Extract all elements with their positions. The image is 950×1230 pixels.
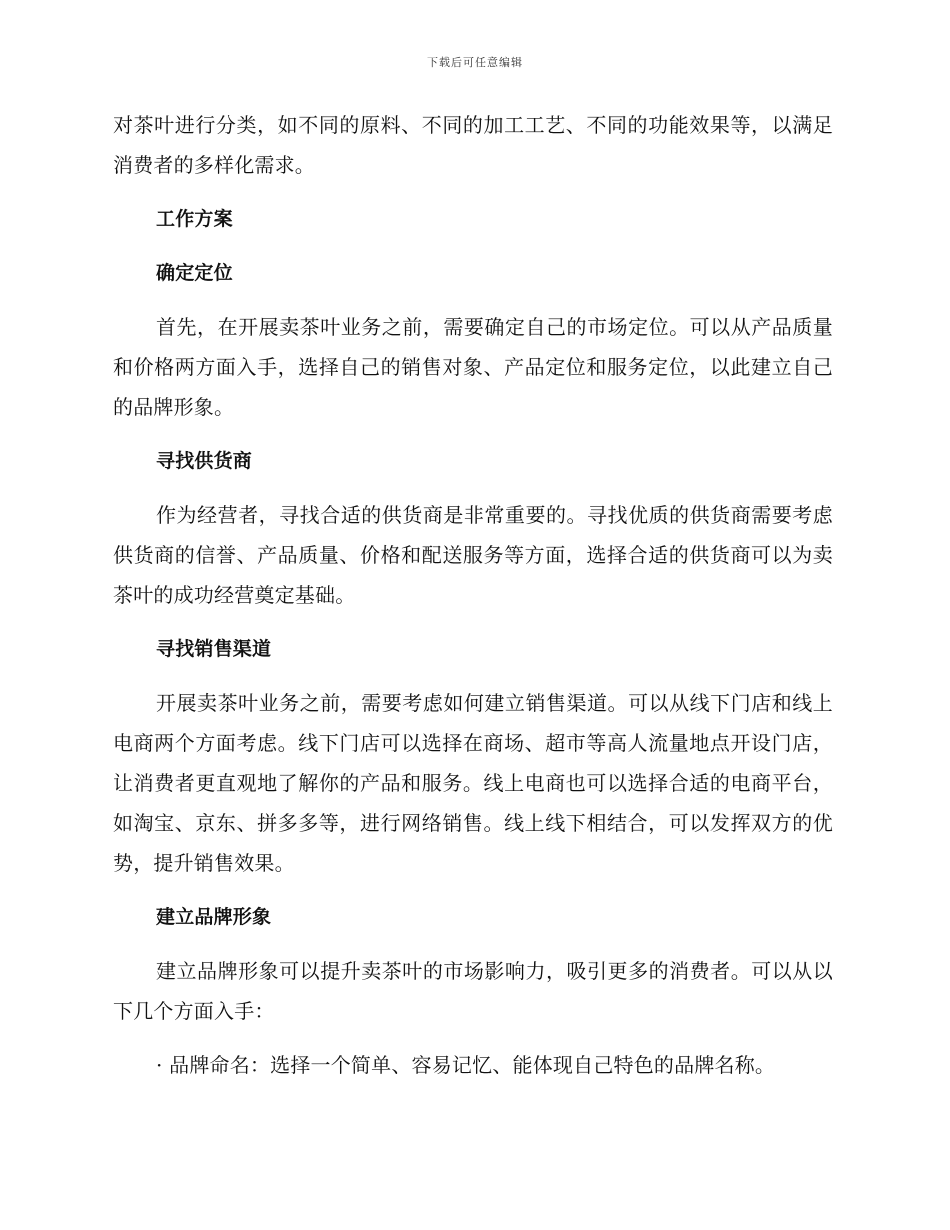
bullet-brand-naming: · 品牌命名：选择一个简单、容易记忆、能体现自己特色的品牌名称。 bbox=[156, 1053, 776, 1077]
heading-positioning: 确定定位 bbox=[156, 262, 233, 284]
document-body bbox=[113, 105, 833, 1085]
heading-supplier: 寻找供货商 bbox=[156, 450, 253, 472]
paragraph-positioning: 首先，在开展卖茶叶业务之前，需要确定自己的市场定位。可以从产品质量和价格两方面入手，选择自己的销售对象、产品定位和服务定位，以此建立自己的品牌形象。 bbox=[113, 315, 833, 419]
heading-sales-channels: 寻找销售渠道 bbox=[156, 638, 272, 660]
paragraph-sales-channels: 开展卖茶叶业务之前，需要考虑如何建立销售渠道。可以从线下门店和线上电商两个方面考虑。线下门店可以选择在商场、超市等高人流量地点开设门店，让消费者更直观地了解你的产品和服务。线上电商也可以选择合适的电商平台，如淘宝、京东、拼多多等，进行网络销售。线上线下相结合，可以发挥双方的优势，提升销售效果。 bbox=[113, 691, 833, 875]
heading-brand-image: 建立品牌形象 bbox=[156, 906, 272, 928]
paragraph-brand-image: 建立品牌形象可以提升卖茶叶的市场影响力，吸引更多的消费者。可以从以下几个方面入手： bbox=[113, 959, 833, 1023]
heading-work-plan: 工作方案 bbox=[156, 208, 233, 230]
paragraph-supplier: 作为经营者，寻找合适的供货商是非常重要的。寻找优质的供货商需要考虑供货商的信誉、产品质量、价格和配送服务等方面，选择合适的供货商可以为卖茶叶的成功经营奠定基础。 bbox=[113, 503, 833, 607]
paragraph-continuation: 对茶叶进行分类，如不同的原料、不同的加工工艺、不同的功能效果等，以满足消费者的多样化需求。 bbox=[113, 113, 833, 177]
page-header: 下载后可任意编辑 bbox=[427, 56, 523, 69]
